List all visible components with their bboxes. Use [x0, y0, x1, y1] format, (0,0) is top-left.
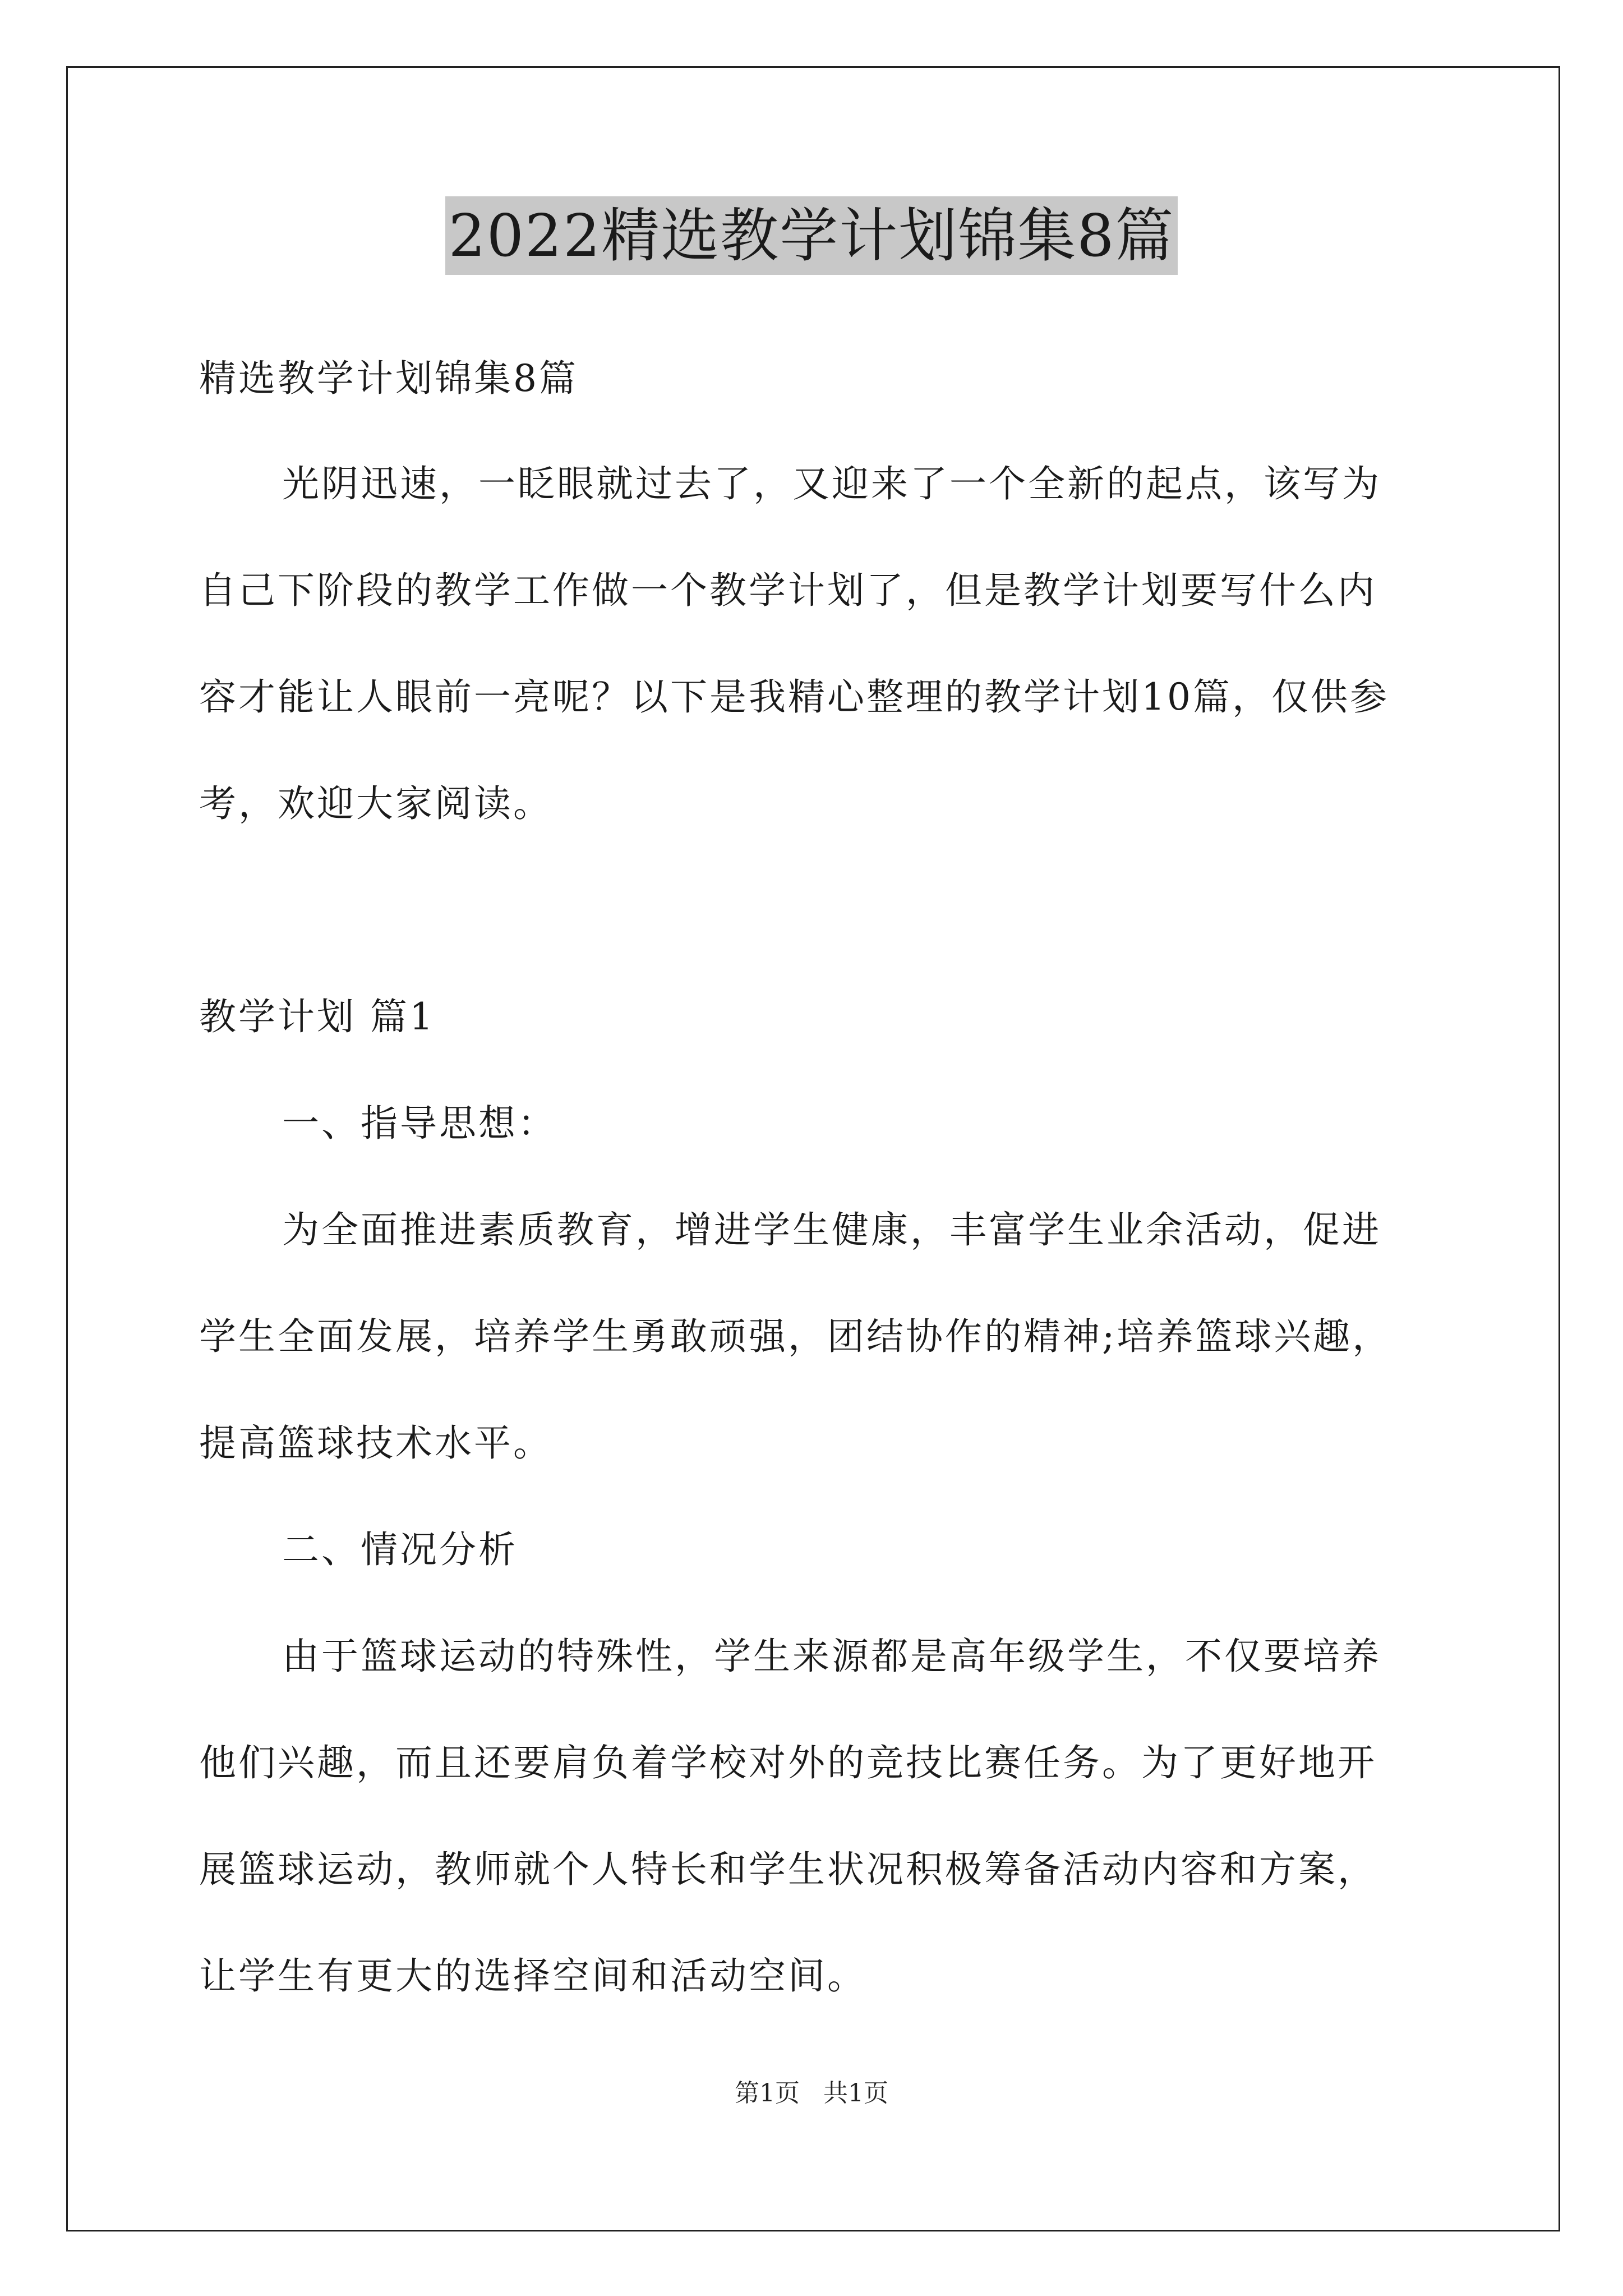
- intro-line-4: 考，欢迎大家阅读。: [199, 782, 552, 825]
- section-heading: 教学计划 篇1: [199, 995, 435, 1038]
- intro-line-3: 容才能让人眼前一亮呢？以下是我精心整理的教学计划10篇，仅供参: [199, 675, 1389, 719]
- page-number: 第1页: [735, 2079, 800, 2108]
- intro-line-2: 自己下阶段的教学工作做一个教学计划了，但是教学计划要写什么内: [199, 569, 1377, 612]
- part2-line-4: 让学生有更大的选择空间和活动空间。: [199, 1954, 866, 1998]
- part2-line-3: 展篮球运动，教师就个人特长和学生状况积极筹备活动内容和方案，: [199, 1848, 1377, 1891]
- intro-line-1: 光阴迅速，一眨眼就过去了，又迎来了一个全新的起点，该写为: [282, 462, 1381, 505]
- part2-heading: 二、情况分析: [282, 1528, 518, 1571]
- page-footer: [0, 2077, 1623, 2110]
- document-title: 2022精选教学计划锦集8篇: [445, 196, 1178, 275]
- part1-line-2: 学生全面发展，培养学生勇敢顽强，团结协作的精神;培养篮球兴趣，: [199, 1315, 1392, 1358]
- page-total: 共1页: [823, 2079, 888, 2108]
- part1-heading: 一、指导思想：: [282, 1102, 557, 1145]
- part2-line-2: 他们兴趣，而且还要肩负着学校对外的竞技比赛任务。为了更好地开: [199, 1741, 1377, 1784]
- part2-line-1: 由于篮球运动的特殊性，学生来源都是高年级学生，不仅要培养: [282, 1635, 1381, 1678]
- part1-line-1: 为全面推进素质教育，增进学生健康，丰富学生业余活动，促进: [282, 1208, 1381, 1251]
- part1-line-3: 提高篮球技术水平。: [199, 1421, 552, 1465]
- title-container: [0, 196, 1623, 275]
- document-subtitle: 精选教学计划锦集8篇: [199, 357, 578, 400]
